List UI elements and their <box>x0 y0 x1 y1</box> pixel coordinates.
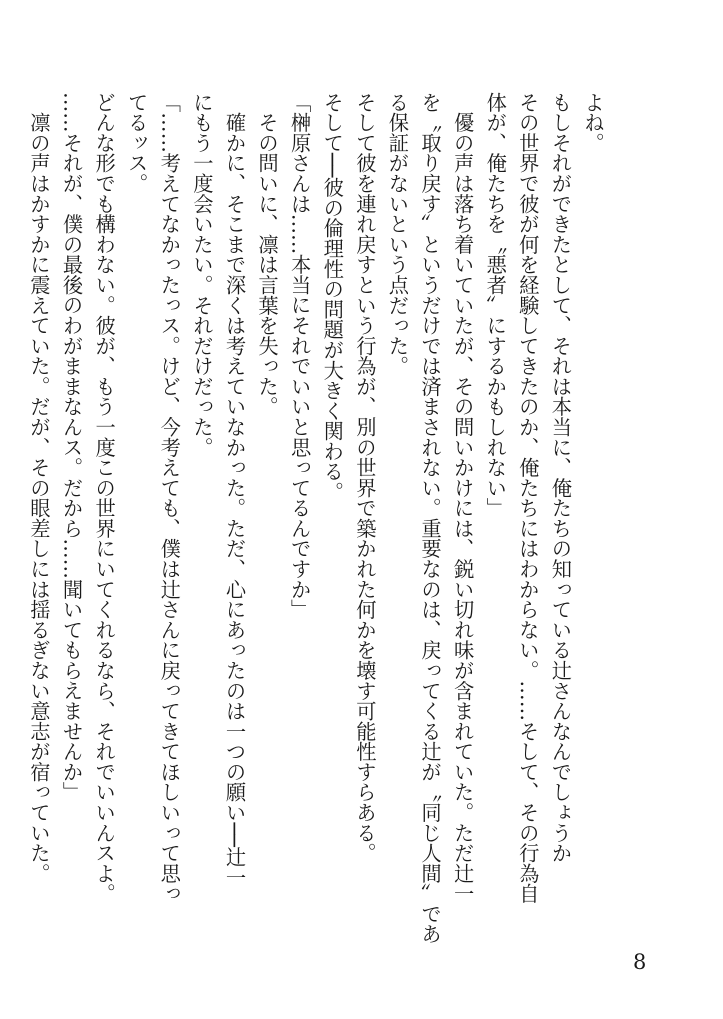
text-line: 優の声は落ち着いていたが、その問いかけには、鋭い切れ味が含まれていた。ただ辻一 <box>450 92 475 904</box>
text-line: 凛の声はかすかに震えていた。だが、その眼差しには揺るぎない意志が宿っていた。 <box>26 92 51 884</box>
text-line: 確かに、そこまで深くは考えていなかった。ただ、心にあったのは一つの願い──辻一 <box>222 92 247 888</box>
text-line: ……それが、僕の最後のわがままなんス。だから……聞いてもらえませんか」 <box>59 92 84 803</box>
text-line: 「……考えてなかったっス。けど、今考えても、僕は辻さんに戻ってきてほしいって思っ <box>157 92 182 904</box>
text-line: その世界で彼が何を経験してきたのか、俺たちにはわからない。……そして、その行為自 <box>515 92 540 904</box>
text-line: そして彼を連れ戻すという行為が、別の世界で築かれた何かを壊す可能性すらある。 <box>352 92 377 864</box>
text-line: 体が、俺たちを〝悪者〟にするかもしれない」 <box>483 92 508 519</box>
text-line: にもう一度会いたい。それだけだった。 <box>189 92 214 458</box>
text-line: る保証がないという点だった。 <box>385 92 410 377</box>
text-line: てるッス。 <box>124 92 149 194</box>
vertical-text-body <box>9 92 609 945</box>
text-line: を〝取り戻す〟というだけでは済まされない。重要なのは、戻ってくる辻が〝同じ人間〟であ <box>418 92 443 945</box>
page-number: 8 <box>633 950 647 974</box>
text-line: 「榊原さんは……本当にそれでいいと思ってるんですか」 <box>287 92 312 620</box>
text-line: もしそれができたとして、それは本当に、俺たちの知っている辻さんなんでしょうか <box>548 92 573 864</box>
text-line: そして──彼の倫理性の問題が大きく関わる。 <box>320 92 345 502</box>
text-line: どんな形でも構わない。彼が、もう一度この世界にいてくれるなら、それでいいんスよ。 <box>92 92 117 904</box>
text-line: その問いに、凛は言葉を失った。 <box>255 92 280 417</box>
text-line: よね。 <box>581 92 605 153</box>
